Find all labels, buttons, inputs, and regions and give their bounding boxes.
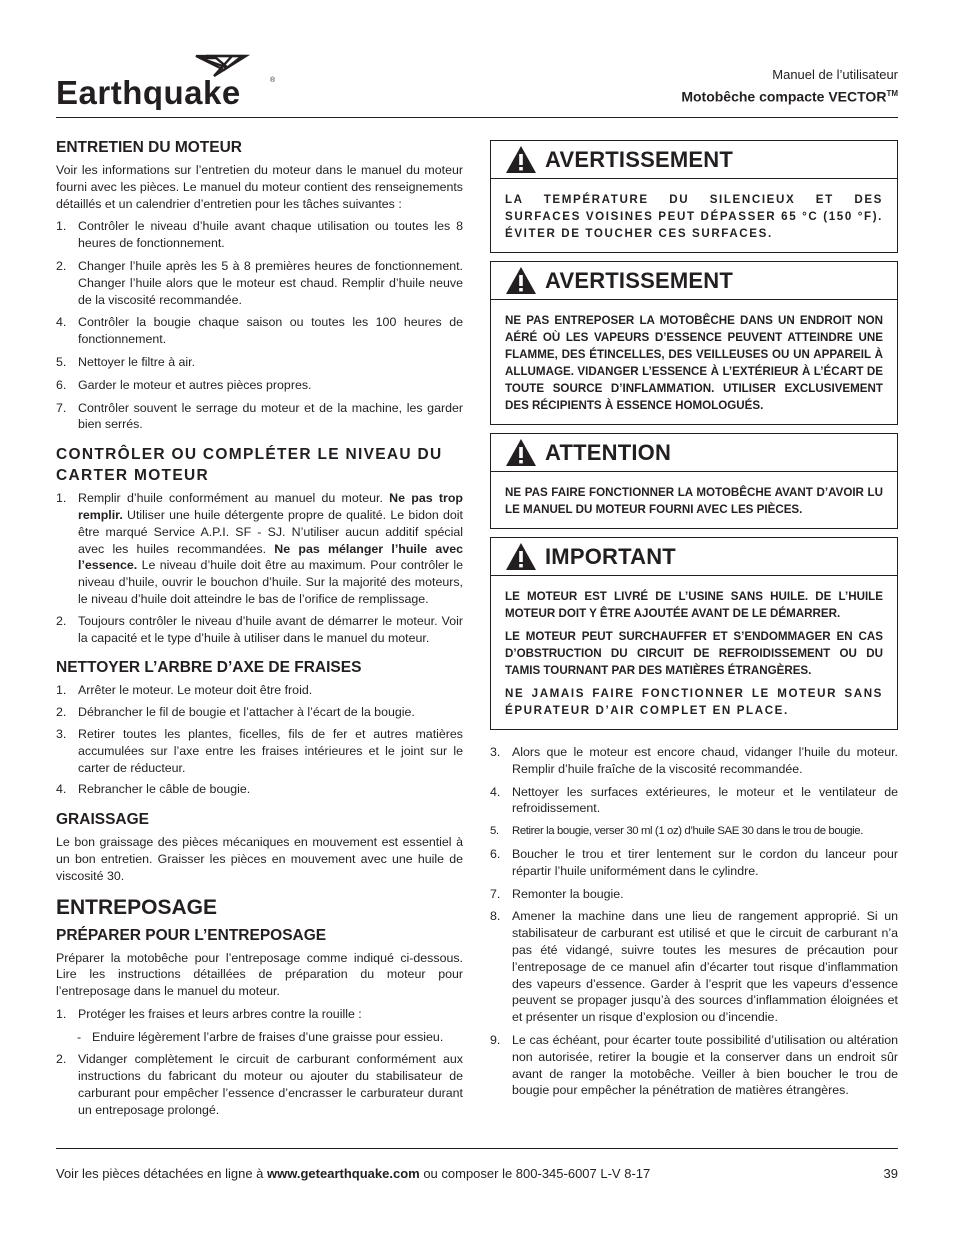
warning-text: NE PAS FAIRE FONCTIONNER LA MOTOBÊCHE AVANT D’AVOIR LU LE MANUEL DU MOTEUR FOURNI AVEC LES PIÈCES. — [505, 486, 883, 516]
list-item: 1. Protéger les fraises et leurs arbres contre la rouille : — [56, 1006, 362, 1021]
warning-text: NE JAMAIS FAIRE FONCTIONNER LE MOTEUR SANS ÉPURATEUR D’AIR COMPLET EN PLACE. — [505, 687, 883, 717]
list-item: 1. Contrôler le niveau d’huile avant chaque utilisation ou toutes les 8 heures de fonctionnement. — [56, 219, 463, 251]
warning-text: LA TEMPÉRATURE DU SILENCIEUX ET DES SURFACES VOISINES PEUT DÉPASSER 65 °C (150 °F). ÉVITER DE TOUCHER CES SURFACES. — [505, 193, 883, 240]
oil-check-list — [56, 490, 463, 646]
list-item: 6. Boucher le trou et tirer lentement sur le cordon du lanceur pour répartir l’huile uniformément dans le cylindre. — [490, 846, 898, 878]
warning-box-heading: AVERTISSEMENT — [491, 262, 897, 300]
storage-subheading: PRÉPARER POUR L’ENTREPOSAGE — [56, 926, 327, 944]
footer-url-link[interactable]: www.getearthquake.com — [267, 1166, 420, 1181]
svg-text:Earthquake: Earthquake — [56, 74, 241, 110]
list-item: 4. Rebrancher le câble de bougie. — [56, 782, 251, 797]
page-number: 39 — [883, 1166, 898, 1181]
warning-text: LE MOTEUR EST LIVRÉ DE L’USINE SANS HUILE. DE L’HUILE MOTEUR DOIT Y ÊTRE AJOUTÉE AVANT DE LE DÉMARRER. — [505, 590, 883, 620]
warning-text: LE MOTEUR PEUT SURCHAUFFER ET S’ENDOMMAGER EN CAS D’OBSTRUCTION DU CIRCUIT DE REFROIDISSEMENT OU DU TAMIS TOURNANT PAR DES MATIÈRES ÉTRANGÈRES. — [505, 630, 883, 677]
warning-box-heading: ATTENTION — [491, 434, 897, 472]
storage-intro: Préparer la motobêche pour l’entreposage comme indiqué ci-dessous. Lire les instructions détaillées de préparation du moteur pour l’entreposage dans le manuel du moteur. — [56, 950, 463, 999]
list-item: 1. Remplir d’huile conformément au manuel du moteur. Ne pas trop remplir. Utiliser une huile détergente propre de qualité. Le bidon doit être marqué Service A.P.I. SF - SJ. N’utiliser aucun additif spécial avec les huiles recommandées. Ne pas mélanger l’huile avec l’essence. Le niveau d’huile doit être au maximum. Pour contrôler le niveau d’huile, ouvrir le bouchon d’huile. Sur la majorité des moteurs, le niveau d’huile doit atteindre le bas de l’orifice de remplissage. — [56, 491, 464, 606]
warning-box-important — [490, 537, 898, 730]
lubrication-text: Le bon graissage des pièces mécaniques en mouvement est essentiel à un bon entretien. Graisser les pièces en mouvement avec une huile de viscosité 30. — [56, 835, 463, 883]
warning-box-attention — [490, 433, 898, 529]
list-item: 3. Alors que le moteur est encore chaud, vidanger l’huile du moteur. Remplir d’huile fraîche de la viscosité recommandée. — [490, 745, 898, 776]
shaft-cleaning-heading: NETTOYER L’ARBRE D’AXE DE FRAISES — [56, 659, 362, 677]
warning-box-body — [491, 472, 897, 528]
list-item: 8. Amener la machine dans une lieu de rangement approprié. Si un stabilisateur de carburant est utilisé et que le circuit de carburant n’a pas été vidangé, suivre toutes les mesures de précaution pour l’entreposage de ce manuel afin d’écarter tout risque d’inflammation des vapeurs d’essence. Garder à l’esprit que les vapeurs d’essence peuvent se propager jusqu’à des sources d’inflammation éloignées et et présenter un risque d’explosion ou d’incendie. — [490, 909, 898, 1025]
page-footer — [56, 1148, 898, 1181]
earthquake-logo — [56, 52, 281, 110]
warning-box-heading: AVERTISSEMENT — [491, 141, 897, 179]
storage-list-cont — [56, 1051, 463, 1118]
list-item: 7. Remonter la bougie. — [490, 886, 624, 901]
list-item: 7. Contrôler souvent le serrage du moteur et de la machine, les garder bien serrés. — [56, 400, 463, 432]
oil-check-heading: CONTRÔLER OU COMPLÉTER LE NIVEAU DU CARTER MOTEUR — [56, 446, 443, 485]
left-column — [56, 137, 463, 1119]
storage-heading: ENTREPOSAGE — [56, 895, 218, 919]
shaft-cleaning-list — [56, 682, 463, 798]
list-item: 2. Débrancher le fil de bougie et l’attacher à l’écart de la bougie. — [56, 705, 415, 720]
svg-text:®: ® — [270, 77, 276, 84]
warning-triangle-icon — [505, 266, 537, 295]
list-item: 5. Retirer la bougie, verser 30 ml (1 oz) d’huile SAE 30 dans le trou de bougie. — [490, 825, 863, 838]
product-name: Motobêche compacte VECTOR™ — [681, 88, 898, 105]
right-column — [490, 140, 898, 1099]
storage-steps-list — [490, 744, 898, 1099]
list-item: 2. Changer l’huile après les 5 à 8 premières heures de fonctionnement. Changer l’huile alors que le moteur est chaud. Remplir d’huile neuve de la viscosité recommandée. — [56, 258, 463, 307]
manual-label: Manuel de l’utilisateur — [772, 67, 898, 82]
safety-boxes — [490, 140, 898, 730]
list-item: 4. Nettoyer les surfaces extérieures, le moteur et le ventilateur de refroidissement. — [490, 784, 898, 816]
list-item: 2. Toujours contrôler le niveau d’huile avant de démarrer le moteur. Voir la capacité et le type d’huile à utiliser dans le manuel du moteur. — [56, 613, 463, 645]
warning-text: NE PAS ENTREPOSER LA MOTOBÊCHE DANS UN ENDROIT NON AÉRÉ OÙ LES VAPEURS D’ESSENCE PEUVENT ATTEINDRE UNE FLAMME, DES ÉTINCELLES, DES VEILLEUSES OU UN APPAREIL À ALLUMAGE. VIDANGER L’ESSENCE À L’EXTÉRIEUR À L’ÉCART DE TOUTE SOURCE D’INFLAMMATION. UTILISER EXCLUSIVEMENT DES RÉCIPIENTS À ESSENCE HOMOLOGUÉS. — [505, 314, 883, 412]
engine-maintenance-list — [56, 218, 463, 433]
list-item: 4. Contrôler la bougie chaque saison ou toutes les 100 heures de fonctionnement. — [56, 315, 463, 347]
warning-box-body — [491, 179, 897, 252]
storage-list — [56, 1006, 463, 1023]
warning-box-heading: IMPORTANT — [491, 538, 897, 576]
footer-text: Voir les pièces détachées en ligne à www.getearthquake.com ou composer le 800-345-6007 L-V 8-17 — [56, 1166, 651, 1181]
warning-box-body — [491, 576, 897, 729]
warning-triangle-icon — [505, 542, 537, 571]
engine-maintenance-heading: ENTRETIEN DU MOTEUR — [56, 139, 242, 156]
list-item: 3. Retirer toutes les plantes, ficelles, fils de fer et autres matières accumulées sur l’axe entre les fraises intérieures et le joint sur le carter de réducteur. — [56, 726, 463, 775]
list-item: 6. Garder le moteur et autres pièces propres. — [56, 377, 312, 392]
warning-triangle-icon — [505, 145, 537, 174]
list-item: 2. Vidanger complètement le circuit de carburant conformément aux instructions du fabricant du moteur ou ajouter du stabilisateur de carburant pour empêcher l’essence d’encrasser le carburateur durant un entreposage prolongé. — [56, 1052, 463, 1117]
warning-box-avertissement — [490, 140, 898, 253]
list-item: 1. Arrêter le moteur. Le moteur doit être froid. — [56, 683, 313, 698]
warning-triangle-icon — [505, 438, 537, 467]
list-item: 5. Nettoyer le filtre à air. — [56, 354, 196, 369]
warning-box-avertissement — [490, 261, 898, 425]
warning-box-body — [491, 300, 897, 424]
engine-maintenance-intro: Voir les informations sur l’entretien du moteur dans le manuel du moteur fourni avec les pièces. Le manuel du moteur contient des renseignements détaillés et un calendrier d’entretien pour les tâches suivantes : — [56, 163, 463, 211]
list-item: 9. Le cas échéant, pour écarter toute possibilité d’utilisation ou altération non autorisée, retirer la bougie et la conserver dans un endroit sûr avant de ranger la motobêche. Veiller à bien boucher le trou de bougie pour empêcher la pénétration de matières étrangères. — [490, 1032, 898, 1098]
lubrication-heading: GRAISSAGE — [56, 811, 150, 829]
page-header — [56, 52, 898, 118]
list-subitem: - Enduire légèrement l’arbre de fraises d’une graisse pour essieu. — [77, 1029, 444, 1044]
